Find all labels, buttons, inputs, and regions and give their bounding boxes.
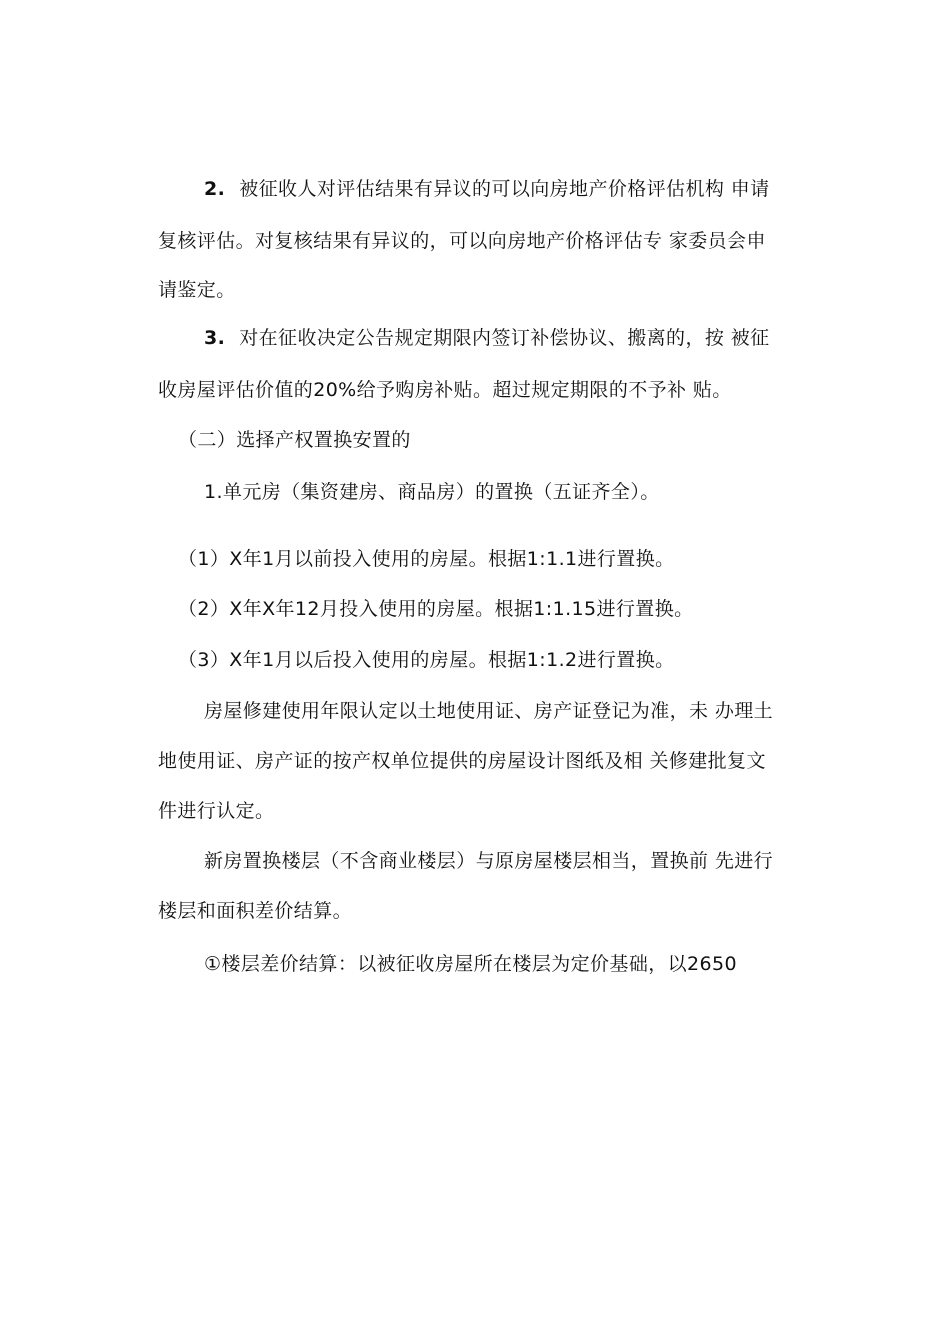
sub-item-2: （2）X年X年12月投入使用的房屋。根据1:1.15进行置换。 [178, 598, 694, 620]
sub-item-3: （3）X年1月以后投入使用的房屋。根据1:1.2进行置换。 [178, 649, 675, 671]
paragraph-2-line-3: 请鉴定。 [158, 279, 236, 301]
paragraph-number: 2. [204, 178, 226, 200]
paragraph-2-line-2: 复核评估。对复核结果有异议的，可以向房地产价格评估专 家委员会申 [158, 230, 766, 252]
paragraph-4-line-2: 地使用证、房产证的按产权单位提供的房屋设计图纸及相 关修建批复文 [158, 750, 766, 772]
paragraph-2-line-1 [204, 177, 854, 201]
paragraph-text: 对在征收决定公告规定期限内签订补偿协议、搬离的，按 被征 [239, 327, 770, 349]
item-1: 1.单元房（集资建房、商品房）的置换（五证齐全）。 [204, 481, 660, 503]
paragraph-number: 3. [204, 327, 226, 349]
sub-item-1: （1）X年1月以前投入使用的房屋。根据1:1.1进行置换。 [178, 548, 675, 570]
paragraph-text: 被征收人对评估结果有异议的可以向房地产价格评估机构 申请 [239, 178, 770, 200]
paragraph-6-line-1: ①楼层差价结算：以被征收房屋所在楼层为定价基础，以2650 [204, 953, 737, 975]
paragraph-3-line-1 [204, 326, 854, 350]
paragraph-3-line-2: 收房屋评估价值的20%给予购房补贴。超过规定期限的不予补 贴。 [158, 379, 732, 401]
section-heading: （二）选择产权置换安置的 [178, 429, 411, 451]
paragraph-5-line-2: 楼层和面积差价结算。 [158, 900, 353, 922]
paragraph-4-line-1: 房屋修建使用年限认定以土地使用证、房产证登记为准，未 办理土 [204, 700, 774, 722]
paragraph-4-line-3: 件进行认定。 [158, 800, 275, 822]
paragraph-5-line-1: 新房置换楼层（不含商业楼层）与原房屋楼层相当，置换前 先进行 [204, 850, 774, 872]
